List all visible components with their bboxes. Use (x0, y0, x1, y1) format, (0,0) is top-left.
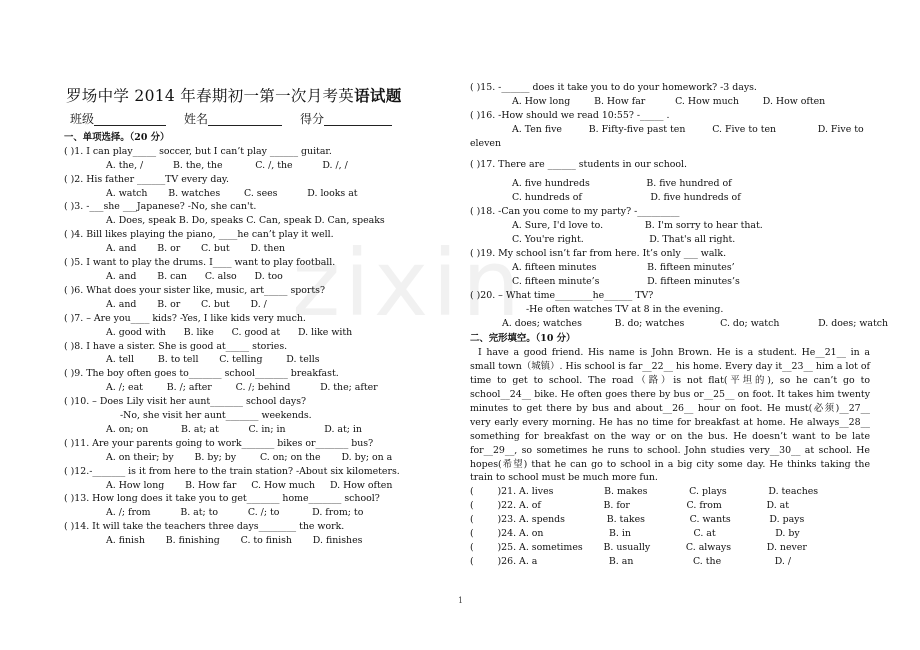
score-label: 得分 (300, 112, 325, 126)
question-13: ( )13. How long does it take you to get_______ home_______ school? (64, 493, 380, 505)
question-4-options: A. and B. or C. but D. then (106, 243, 286, 255)
question-5-options: A. and B. can C. also D. too (106, 270, 283, 282)
question-2-options: A. watch B. watches C. sees D. looks at (106, 187, 358, 199)
watermark: zixin (292, 230, 525, 337)
cloze-question-25: ( )25. A. sometimes B. usually C. always D. never (470, 542, 807, 553)
class-label: 班级 (70, 112, 95, 126)
question-19: ( )19. My school isn’t far from here. It’s only ___ walk. (470, 247, 727, 259)
question-13-options: A. /; from B. at; to C. /; to D. from; to (106, 507, 364, 519)
question-16-options-continued: eleven (470, 137, 501, 149)
question-9: ( )9. The boy often goes to_______ school_______ breakfast. (64, 368, 339, 380)
cloze-passage: I have a good friend. His name is John Brown. He is a student. He__21__ in a small town（城镇）. His school is far__22__ his home. Every day it__23__ him a lot of time to get to school. The road（路）is not flat(平坦的), so he can’t go to school__24__ bike. He often goes there by bus or__25__ on foot. It takes him twenty minutes to get there by bus and about__26__ hour on foot. He must(必须)__27__ very early every morning. He has no time for breakfast at home. He always__28__ something for breakfast on the way or on the bus. He doesn’t want to be late for__29__, so sometimes he runs to school. John studies very__30__ at school. He hopes(希望) that he can go to school in a big city some day. He thinks taking the train to school must be much more fun. (470, 347, 870, 484)
question-8: ( )8. I have a sister. She is good at_____ stories. (64, 340, 288, 352)
name-field[interactable] (208, 113, 282, 126)
exam-title (66, 85, 454, 107)
question-6-options: A. and B. or C. but D. / (106, 298, 267, 310)
question-10-reply: -No, she visit her aunt_______ weekends. (120, 410, 312, 422)
question-8-options: A. tell B. to tell C. telling D. tells (106, 354, 320, 366)
page-number: 1 (458, 596, 464, 605)
cloze-question-23: ( )23. A. spends B. takes C. wants D. pays (470, 514, 805, 526)
question-11-options: A. on their; by B. by; by C. on; on the D. by; on a (106, 451, 393, 463)
cloze-question-26: ( )26. A. a B. an C. the D. / (470, 555, 792, 567)
question-12-options: A. How long B. How far C. How much D. How often (106, 479, 393, 491)
question-6: ( )6. What does your sister like, music, art_____ sports? (64, 284, 325, 296)
score-field[interactable] (324, 113, 392, 126)
cloze-question-24: ( )24. A. on B. in C. at D. by (470, 528, 800, 540)
question-3-options: A. Does, speak B. Do, speaks C. Can, speak D. Can, speaks (106, 215, 385, 227)
left-column (64, 85, 454, 548)
question-9-options: A. /; eat B. /; after C. /; behind D. the; after (106, 382, 378, 394)
title-bold: 语试题 (354, 86, 402, 105)
question-18-options-row1: A. Sure, I'd love to. B. I'm sorry to hear that. (512, 220, 763, 232)
question-15-options: A. How long B. How far C. How much D. How often (512, 95, 826, 107)
right-column (470, 81, 889, 569)
section-1-heading: 一、单项选择。（20 分） (64, 131, 170, 143)
question-7-options: A. good with B. like C. good at D. like with (106, 326, 353, 338)
question-14: ( )14. It will take the teachers three days________ the work. (64, 521, 345, 533)
question-3: ( )3. -___she ___Japanese? -No, she can't. (64, 201, 257, 213)
cloze-question-22: ( )22. A. of B. for C. from D. at (470, 500, 790, 512)
question-18-options-row2: C. You're right. D. That's all right. (512, 234, 736, 246)
question-10: ( )10. – Does Lily visit her aunt_______ school days? (64, 396, 307, 408)
question-12: ( )12.-_______ is it from here to the train station? -About six kilometers. (64, 465, 400, 477)
student-info-line (64, 113, 454, 127)
question-17: ( )17. There are ______ students in our school. (470, 158, 688, 170)
section-2-heading: 二、完形填空。（10 分） (470, 333, 576, 345)
question-14-options: A. finish B. finishing C. to finish D. finishes (106, 535, 363, 547)
question-16: ( )16. -How should we read 10:55? -_____ . (470, 109, 670, 121)
question-4: ( )4. Bill likes playing the piano, ____he can’t play it well. (64, 229, 334, 241)
question-17-options-row2: C. hundreds of D. five hundreds of (512, 192, 741, 204)
question-20: ( )20. – What time________he______ TV? (470, 289, 654, 301)
question-19-options-row1: A. fifteen minutes B. fifteen minutes’ (512, 261, 735, 273)
question-7: ( )7. – Are you____ kids? -Yes, I like kids very much. (64, 312, 306, 324)
question-19-options-row2: C. fifteen minute’s D. fifteen minutes’s (512, 275, 740, 287)
question-10-options: A. on; on B. at; at C. in; in D. at; in (106, 423, 362, 435)
name-label: 姓名 (184, 112, 209, 126)
question-1: ( )1. I can play_____ soccer, but I can’t play ______ guitar. (64, 145, 332, 157)
question-20-reply: -He often watches TV at 8 in the evening. (526, 303, 724, 315)
question-20-options: A. does; watches B. do; watches C. do; watch D. does; watch (502, 317, 889, 329)
question-18: ( )18. -Can you come to my party? -_________ (470, 206, 680, 218)
question-17-options-row1: A. five hundreds B. five hundred of (512, 178, 732, 190)
question-15: ( )15. -______ does it take you to do your homework? -3 days. (470, 82, 757, 93)
question-1-options: A. the, / B. the, the C. /, the D. /, / (106, 159, 348, 171)
cloze-question-21: ( )21. A. lives B. makes C. plays D. teaches (470, 486, 819, 498)
question-16-options: A. Ten five B. Fifty-five past ten C. Five to ten D. Five to (512, 123, 864, 135)
title-regular: 罗场中学 2014 年春期初一第一次月考英 (66, 87, 355, 105)
question-11: ( )11. Are your parents going to work_______ bikes or_______ bus? (64, 437, 374, 449)
question-2: ( )2. His father ______TV every day. (64, 173, 229, 185)
class-field[interactable] (94, 113, 166, 126)
question-5: ( )5. I want to play the drums. I____ want to play football. (64, 257, 336, 269)
